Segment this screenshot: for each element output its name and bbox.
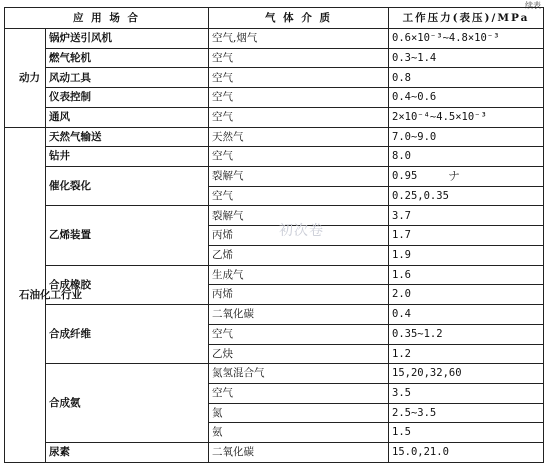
medium-cell: 生成气 bbox=[209, 265, 389, 285]
pressure-cell: 0.4 bbox=[389, 305, 544, 325]
corner-note: 续表 bbox=[525, 1, 541, 10]
pressure-cell: 0.6×10⁻³~4.8×10⁻³ bbox=[389, 29, 544, 49]
category-label: 石油化工行业 bbox=[19, 288, 82, 301]
medium-cell: 天然气 bbox=[209, 127, 389, 147]
pressure-cell: 3.5 bbox=[389, 383, 544, 403]
application-cell: 风动工具 bbox=[46, 68, 209, 88]
table-row bbox=[5, 29, 544, 49]
pressure-cell: 3.7 bbox=[389, 206, 544, 226]
pressure-cell: 2×10⁻⁴~4.5×10⁻³ bbox=[389, 107, 544, 127]
table-row bbox=[5, 443, 544, 463]
medium-cell: 空气 bbox=[209, 88, 389, 108]
pressure-cell: 1.6 bbox=[389, 265, 544, 285]
category-cell bbox=[5, 29, 46, 128]
application-cell: 天然气输送 bbox=[46, 127, 209, 147]
medium-cell: 空气 bbox=[209, 324, 389, 344]
category-label: 动力 bbox=[19, 71, 40, 84]
medium-cell: 裂解气 bbox=[209, 206, 389, 226]
medium-cell: 丙烯 bbox=[209, 226, 389, 246]
medium-cell: 氮氢混合气 bbox=[209, 364, 389, 384]
pressure-cell: 1.9 bbox=[389, 245, 544, 265]
pressure-cell: 0.3~1.4 bbox=[389, 48, 544, 68]
pressure-cell: 1.2 bbox=[389, 344, 544, 364]
medium-cell: 乙炔 bbox=[209, 344, 389, 364]
medium-cell: 二氧化碳 bbox=[209, 443, 389, 463]
medium-cell: 空气 bbox=[209, 107, 389, 127]
medium-cell: 空气 bbox=[209, 48, 389, 68]
table-row bbox=[5, 206, 544, 226]
medium-cell: 空气 bbox=[209, 383, 389, 403]
application-cell: 燃气轮机 bbox=[46, 48, 209, 68]
medium-cell: 空气 bbox=[209, 186, 389, 206]
application-cell: 合成橡胶 bbox=[46, 265, 209, 304]
application-cell: 仪表控制 bbox=[46, 88, 209, 108]
application-cell: 乙烯装置 bbox=[46, 206, 209, 265]
pressure-cell: 0.8 bbox=[389, 68, 544, 88]
table-row bbox=[5, 147, 544, 167]
table-row bbox=[5, 305, 544, 325]
medium-cell: 空气 bbox=[209, 68, 389, 88]
medium-cell: 氨 bbox=[209, 423, 389, 443]
medium-cell: 乙烯 bbox=[209, 245, 389, 265]
medium-cell: 丙烯 bbox=[209, 285, 389, 305]
table-row bbox=[5, 364, 544, 384]
pressure-table bbox=[4, 7, 544, 463]
medium-cell: 裂解气 bbox=[209, 167, 389, 187]
application-cell: 钻井 bbox=[46, 147, 209, 167]
header-row bbox=[5, 8, 544, 29]
table-row bbox=[5, 68, 544, 88]
table-row bbox=[5, 167, 544, 187]
medium-cell: 二氧化碳 bbox=[209, 305, 389, 325]
header-medium: 气 体 介 质 bbox=[209, 8, 389, 29]
medium-cell: 空气 bbox=[209, 147, 389, 167]
application-cell: 通风 bbox=[46, 107, 209, 127]
pressure-cell: 0.25,0.35 bbox=[389, 186, 544, 206]
pressure-cell: 0.35~1.2 bbox=[389, 324, 544, 344]
pressure-cell: 7.0~9.0 bbox=[389, 127, 544, 147]
pressure-cell: 8.0 bbox=[389, 147, 544, 167]
table-row bbox=[5, 127, 544, 147]
application-cell: 锅炉送引风机 bbox=[46, 29, 209, 49]
application-cell: 催化裂化 bbox=[46, 167, 209, 206]
table-row bbox=[5, 88, 544, 108]
application-cell: 合成氨 bbox=[46, 364, 209, 443]
table-row bbox=[5, 265, 544, 285]
header-application: 应 用 场 合 bbox=[5, 8, 209, 29]
pressure-cell: 15,20,32,60 bbox=[389, 364, 544, 384]
pressure-cell: 2.0 bbox=[389, 285, 544, 305]
table-row bbox=[5, 48, 544, 68]
pressure-cell: 2.5~3.5 bbox=[389, 403, 544, 423]
medium-cell: 氮 bbox=[209, 403, 389, 423]
application-cell: 合成纤维 bbox=[46, 305, 209, 364]
application-cell: 尿素 bbox=[46, 443, 209, 463]
header-pressure: 工作压力(表压)/MPa bbox=[389, 8, 544, 29]
pressure-cell: 0.95 bbox=[389, 167, 544, 187]
pressure-cell: 1.5 bbox=[389, 423, 544, 443]
pressure-cell: 0.4~0.6 bbox=[389, 88, 544, 108]
stray-mark: ナ bbox=[448, 169, 461, 183]
medium-cell: 空气,烟气 bbox=[209, 29, 389, 49]
pressure-cell: 15.0,21.0 bbox=[389, 443, 544, 463]
pressure-cell: 1.7 bbox=[389, 226, 544, 246]
table-row bbox=[5, 107, 544, 127]
watermark: 初次卷 bbox=[279, 223, 324, 239]
